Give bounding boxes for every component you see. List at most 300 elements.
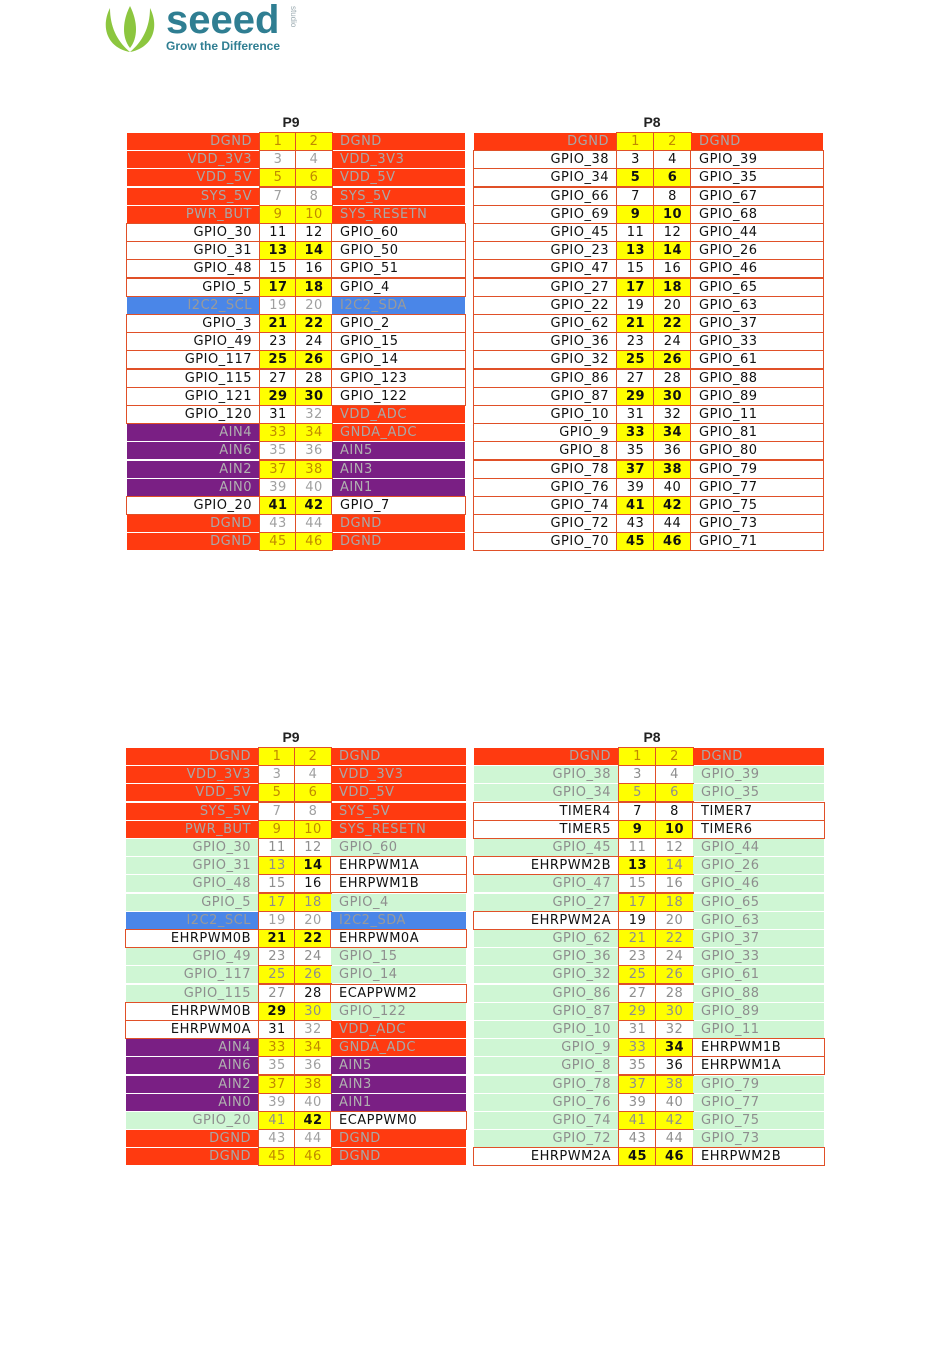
pin-number-right: 10 (656, 821, 693, 838)
pin-number-left: 23 (619, 948, 656, 965)
pin-row (127, 461, 465, 478)
pin-label-right: AIN5 (332, 442, 465, 459)
pin-number-right: 18 (654, 279, 691, 296)
pin-number-left: 37 (617, 461, 654, 478)
pin-number-right: 34 (656, 1039, 693, 1056)
pin-label-left: DGND (474, 133, 617, 150)
pin-label-left: GPIO_34 (474, 784, 619, 801)
pin-number-left: 39 (260, 479, 296, 496)
pin-number-right: 8 (296, 188, 332, 205)
pin-label-right: DGND (331, 1130, 466, 1147)
pin-label-left: GPIO_10 (474, 1021, 619, 1038)
pin-row (474, 857, 824, 874)
pin-label-right: GPIO_35 (693, 784, 824, 801)
pin-number-right: 10 (295, 821, 331, 838)
pin-label-right: GPIO_89 (693, 1003, 824, 1020)
pin-label-left: SYS_5V (127, 188, 260, 205)
pin-label-left: SYS_5V (126, 803, 259, 820)
pin-label-right: TIMER7 (693, 803, 824, 820)
pin-number-left: 31 (619, 1021, 656, 1038)
pin-number-left: 17 (617, 279, 654, 296)
pin-row (126, 1021, 466, 1038)
pin-label-left: TIMER5 (474, 821, 619, 838)
pin-label-right: GPIO_73 (693, 1130, 824, 1147)
pin-number-left: 9 (259, 821, 295, 838)
pin-label-right: GPIO_60 (331, 839, 466, 856)
pin-number-right: 12 (654, 224, 691, 241)
pin-row (126, 1094, 466, 1111)
pin-number-left: 15 (619, 875, 656, 892)
pin-number-right: 16 (654, 260, 691, 277)
pin-row (474, 803, 824, 820)
pin-label-left: PWR_BUT (126, 821, 259, 838)
pin-number-right: 6 (295, 784, 331, 801)
pin-number-left: 17 (260, 279, 296, 296)
pin-number-left: 43 (619, 1130, 656, 1147)
pin-number-left: 21 (259, 930, 295, 947)
pin-label-right: EHRPWM1B (331, 875, 466, 892)
pin-label-right: I2C2_SDA (332, 297, 465, 314)
pin-label-left: GPIO_45 (474, 839, 619, 856)
pin-label-right: AIN1 (332, 479, 465, 496)
pin-row (126, 985, 466, 1002)
pin-label-right: VDD_5V (331, 784, 466, 801)
pin-label-left: GPIO_20 (127, 497, 260, 514)
pin-label-left: GPIO_48 (126, 875, 259, 892)
pin-row (474, 242, 823, 259)
pin-label-right: GPIO_46 (693, 875, 824, 892)
pin-number-right: 8 (654, 188, 691, 205)
pin-row (474, 206, 823, 223)
pin-number-left: 35 (619, 1057, 656, 1074)
pin-number-right: 34 (296, 424, 332, 441)
pin-label-left: GPIO_47 (474, 875, 619, 892)
pin-label-left: GPIO_87 (474, 1003, 619, 1020)
pin-number-right: 16 (295, 875, 331, 892)
pin-label-left: AIN6 (126, 1057, 259, 1074)
pin-row (474, 461, 823, 478)
pin-row (127, 315, 465, 332)
pin-row (126, 803, 466, 820)
pin-label-left: DGND (127, 515, 260, 532)
pin-label-left: GPIO_36 (474, 948, 619, 965)
pin-label-right: GPIO_77 (693, 1094, 824, 1111)
pin-label-left: GPIO_86 (474, 370, 617, 387)
pin-number-left: 21 (617, 315, 654, 332)
pin-number-right: 22 (654, 315, 691, 332)
pin-label-left: AIN2 (127, 461, 260, 478)
pin-label-left: GPIO_70 (474, 533, 617, 550)
pin-label-left: GPIO_27 (474, 279, 617, 296)
pin-label-left: DGND (126, 1148, 259, 1165)
pin-label-left: GPIO_31 (126, 857, 259, 874)
pin-label-right: GPIO_79 (691, 461, 823, 478)
pin-label-right: GPIO_61 (693, 966, 824, 983)
pin-label-right: GPIO_11 (691, 406, 823, 423)
pin-label-right: VDD_ADC (332, 406, 465, 423)
pin-label-left: GPIO_86 (474, 985, 619, 1002)
pin-row (474, 497, 823, 514)
pin-number-right: 4 (296, 151, 332, 168)
pin-row (126, 821, 466, 838)
pin-row (127, 188, 465, 205)
pin-label-right: GPIO_2 (332, 315, 465, 332)
pin-label-right: GPIO_65 (693, 894, 824, 911)
pin-label-right: DGND (331, 1148, 466, 1165)
pin-label-right: GPIO_26 (691, 242, 823, 259)
pin-label-right: ECAPPWM0 (331, 1112, 466, 1129)
pin-row (474, 515, 823, 532)
pin-label-left: GPIO_117 (126, 966, 259, 983)
pin-label-right: EHRPWM1B (693, 1039, 824, 1056)
pin-number-left: 33 (260, 424, 296, 441)
pin-label-left: GPIO_117 (127, 351, 260, 368)
pin-row (474, 766, 824, 783)
pin-number-left: 5 (617, 169, 654, 186)
pin-row (127, 351, 465, 368)
pin-number-right: 2 (295, 748, 331, 765)
pin-label-left: VDD_5V (126, 784, 259, 801)
pin-number-right: 30 (296, 388, 332, 405)
pin-label-right: GPIO_123 (332, 370, 465, 387)
pin-number-left: 25 (260, 351, 296, 368)
pin-row (474, 894, 824, 911)
pin-label-left: GPIO_49 (127, 333, 260, 350)
pin-label-left: AIN4 (126, 1039, 259, 1056)
pin-label-right: GPIO_122 (332, 388, 465, 405)
pin-number-right: 20 (654, 297, 691, 314)
pin-number-right: 6 (296, 169, 332, 186)
pin-label-left: GPIO_36 (474, 333, 617, 350)
pin-number-right: 42 (654, 497, 691, 514)
pin-number-right: 4 (654, 151, 691, 168)
pin-number-right: 10 (654, 206, 691, 223)
pin-number-right: 40 (656, 1094, 693, 1111)
pin-label-right: GPIO_80 (691, 442, 823, 459)
pin-number-left: 21 (260, 315, 296, 332)
pin-label-right: VDD_ADC (331, 1021, 466, 1038)
pin-number-left: 37 (259, 1076, 295, 1093)
pin-label-right: GPIO_61 (691, 351, 823, 368)
pin-number-left: 27 (617, 370, 654, 387)
pin-label-left: GPIO_62 (474, 315, 617, 332)
pin-label-left: AIN6 (127, 442, 260, 459)
pin-label-left: GPIO_32 (474, 351, 617, 368)
pin-row (127, 151, 465, 168)
pin-row (474, 260, 823, 277)
pin-number-left: 7 (617, 188, 654, 205)
pin-label-right: GPIO_14 (332, 351, 465, 368)
pin-label-left: AIN2 (126, 1076, 259, 1093)
pin-label-right: GPIO_71 (691, 533, 823, 550)
pin-row (126, 1076, 466, 1093)
pin-row (474, 1112, 824, 1129)
pin-label-right: GPIO_7 (332, 497, 465, 514)
pin-number-left: 11 (260, 224, 296, 241)
pin-number-left: 1 (619, 748, 656, 765)
pin-label-right: GPIO_37 (691, 315, 823, 332)
pin-label-left: GPIO_5 (127, 279, 260, 296)
pin-row (474, 297, 823, 314)
pin-number-left: 11 (619, 839, 656, 856)
pin-number-right: 6 (656, 784, 693, 801)
pin-number-right: 8 (295, 803, 331, 820)
pin-label-right: GPIO_46 (691, 260, 823, 277)
pin-number-right: 2 (296, 133, 332, 150)
pin-number-left: 33 (617, 424, 654, 441)
pin-label-left: I2C2_SCL (126, 912, 259, 929)
pin-number-left: 43 (260, 515, 296, 532)
pin-label-left: DGND (474, 748, 619, 765)
pin-number-right: 46 (295, 1148, 331, 1165)
pin-row (126, 1148, 466, 1165)
pin-label-right: I2C2_SDA (331, 912, 466, 929)
pin-label-left: GPIO_78 (474, 1076, 619, 1093)
pin-number-left: 5 (260, 169, 296, 186)
pin-number-left: 13 (617, 242, 654, 259)
pin-label-right: GPIO_79 (693, 1076, 824, 1093)
pin-number-left: 29 (619, 1003, 656, 1020)
pin-label-left: GPIO_32 (474, 966, 619, 983)
pin-row (474, 1003, 824, 1020)
pin-number-left: 7 (259, 803, 295, 820)
pin-label-right: EHRPWM0A (331, 930, 466, 947)
pin-label-left: DGND (126, 748, 259, 765)
pin-label-left: AIN0 (126, 1094, 259, 1111)
pin-row (474, 406, 823, 423)
pin-label-right: EHRPWM1A (693, 1057, 824, 1074)
pin-label-left: GPIO_10 (474, 406, 617, 423)
pin-label-right: AIN1 (331, 1094, 466, 1111)
pin-label-right: EHRPWM2B (693, 1148, 824, 1165)
pin-label-left: GPIO_49 (126, 948, 259, 965)
pin-label-left: GPIO_38 (474, 766, 619, 783)
pin-label-right: DGND (331, 748, 466, 765)
pin-number-right: 40 (295, 1094, 331, 1111)
pin-number-left: 43 (259, 1130, 295, 1147)
pin-row (127, 479, 465, 496)
pin-row (474, 1057, 824, 1074)
pin-number-left: 25 (619, 966, 656, 983)
pin-label-right: SYS_5V (331, 803, 466, 820)
pin-number-left: 33 (259, 1039, 295, 1056)
pin-number-right: 26 (654, 351, 691, 368)
pin-number-right: 44 (296, 515, 332, 532)
pin-row (474, 821, 824, 838)
pin-number-right: 12 (295, 839, 331, 856)
pin-number-left: 1 (260, 133, 296, 150)
pin-label-left: DGND (127, 133, 260, 150)
pin-number-left: 35 (260, 442, 296, 459)
logo-wordmark: seeed (166, 0, 280, 42)
pin-number-left: 15 (617, 260, 654, 277)
pin-row (127, 406, 465, 423)
pin-label-left: GPIO_34 (474, 169, 617, 186)
pin-number-right: 16 (296, 260, 332, 277)
pin-number-left: 7 (619, 803, 656, 820)
pin-label-left: GPIO_27 (474, 894, 619, 911)
pin-label-right: GPIO_63 (691, 297, 823, 314)
pin-number-left: 39 (619, 1094, 656, 1111)
pin-row (127, 388, 465, 405)
pin-label-right: GPIO_50 (332, 242, 465, 259)
table-title-p8-top: P8 (643, 114, 661, 130)
pin-number-right: 28 (654, 370, 691, 387)
pin-number-right: 14 (295, 857, 331, 874)
pin-row (127, 333, 465, 350)
pin-number-right: 38 (295, 1076, 331, 1093)
pin-row (127, 242, 465, 259)
p8-pin-table-bottom (474, 748, 824, 1167)
pin-row (126, 1039, 466, 1056)
pin-label-right: GPIO_44 (691, 224, 823, 241)
pin-number-right: 4 (295, 766, 331, 783)
pin-row (126, 766, 466, 783)
pin-row (126, 894, 466, 911)
pin-label-left: EHRPWM2B (474, 857, 619, 874)
pin-row (126, 1057, 466, 1074)
pin-row (127, 169, 465, 186)
pin-number-left: 3 (259, 766, 295, 783)
pin-number-right: 16 (656, 875, 693, 892)
pin-row (474, 533, 823, 550)
pin-row (474, 169, 823, 186)
pin-label-right: GPIO_15 (331, 948, 466, 965)
p8-pin-table-top (474, 133, 823, 552)
pin-label-right: VDD_3V3 (331, 766, 466, 783)
pin-number-left: 29 (260, 388, 296, 405)
p9-pin-table-bottom (126, 748, 466, 1167)
pin-row (474, 748, 824, 765)
pin-row (474, 930, 824, 947)
pin-number-left: 41 (617, 497, 654, 514)
pin-row (474, 912, 824, 929)
pin-label-right: TIMER6 (693, 821, 824, 838)
pin-label-left: DGND (127, 533, 260, 550)
pin-number-right: 20 (296, 297, 332, 314)
pin-number-right: 12 (656, 839, 693, 856)
pin-label-left: GPIO_8 (474, 442, 617, 459)
pin-number-left: 13 (259, 857, 295, 874)
pin-label-right: GPIO_51 (332, 260, 465, 277)
pin-number-right: 34 (654, 424, 691, 441)
pin-label-left: GPIO_87 (474, 388, 617, 405)
pin-number-right: 40 (296, 479, 332, 496)
pin-label-right: AIN3 (331, 1076, 466, 1093)
pin-label-right: GPIO_67 (691, 188, 823, 205)
pin-number-left: 31 (617, 406, 654, 423)
pin-number-right: 2 (654, 133, 691, 150)
pin-number-right: 42 (295, 1112, 331, 1129)
pin-label-right: ECAPPWM2 (331, 985, 466, 1002)
pin-label-left: GPIO_72 (474, 515, 617, 532)
pin-number-left: 45 (260, 533, 296, 550)
pin-number-left: 45 (617, 533, 654, 550)
pin-label-right: GPIO_88 (691, 370, 823, 387)
pin-number-right: 6 (654, 169, 691, 186)
pin-number-right: 26 (296, 351, 332, 368)
pin-row (474, 985, 824, 1002)
pin-number-right: 36 (295, 1057, 331, 1074)
pin-label-left: GPIO_3 (127, 315, 260, 332)
pin-label-right: DGND (691, 133, 823, 150)
pin-row (474, 315, 823, 332)
pin-number-left: 29 (617, 388, 654, 405)
pin-label-right: DGND (332, 515, 465, 532)
pin-row (474, 224, 823, 241)
p9-pin-table-top (127, 133, 465, 552)
pin-label-right: VDD_3V3 (332, 151, 465, 168)
pin-label-right: GPIO_73 (691, 515, 823, 532)
pin-row (474, 784, 824, 801)
pin-number-left: 19 (259, 912, 295, 929)
pin-label-right: GPIO_44 (693, 839, 824, 856)
pin-label-right: VDD_5V (332, 169, 465, 186)
pin-row (126, 912, 466, 929)
pin-row (127, 533, 465, 550)
pin-label-right: GPIO_65 (691, 279, 823, 296)
pin-number-left: 13 (260, 242, 296, 259)
pin-label-left: AIN4 (127, 424, 260, 441)
pin-label-left: GPIO_45 (474, 224, 617, 241)
pin-number-right: 34 (295, 1039, 331, 1056)
pin-row (127, 224, 465, 241)
pin-number-left: 45 (619, 1148, 656, 1165)
pin-number-left: 41 (619, 1112, 656, 1129)
pin-label-left: TIMER4 (474, 803, 619, 820)
pin-number-left: 29 (259, 1003, 295, 1020)
pin-number-right: 28 (656, 985, 693, 1002)
pin-number-left: 23 (260, 333, 296, 350)
pin-number-left: 1 (259, 748, 295, 765)
pin-row (474, 1148, 824, 1165)
pin-row (474, 1076, 824, 1093)
pin-label-left: GPIO_115 (127, 370, 260, 387)
pin-label-left: GPIO_76 (474, 1094, 619, 1111)
table-title-p9-top: P9 (282, 114, 300, 130)
pin-label-left: EHRPWM2A (474, 912, 619, 929)
pin-label-left: GPIO_121 (127, 388, 260, 405)
pin-number-right: 14 (654, 242, 691, 259)
pin-number-right: 46 (654, 533, 691, 550)
pin-row (474, 442, 823, 459)
pin-number-left: 17 (259, 894, 295, 911)
pin-label-left: GPIO_30 (126, 839, 259, 856)
pin-row (474, 370, 823, 387)
pin-number-left: 5 (259, 784, 295, 801)
pin-label-left: GPIO_38 (474, 151, 617, 168)
pin-label-right: SYS_5V (332, 188, 465, 205)
pin-number-right: 24 (656, 948, 693, 965)
pin-label-right: GNDA_ADC (332, 424, 465, 441)
pin-label-right: GPIO_26 (693, 857, 824, 874)
pin-number-left: 43 (617, 515, 654, 532)
pin-number-right: 32 (656, 1021, 693, 1038)
pin-label-right: GNDA_ADC (331, 1039, 466, 1056)
pin-number-right: 22 (656, 930, 693, 947)
pin-label-left: GPIO_69 (474, 206, 617, 223)
pin-label-right: GPIO_75 (691, 497, 823, 514)
pin-number-left: 27 (259, 985, 295, 1002)
pin-label-right: GPIO_77 (691, 479, 823, 496)
pin-number-right: 24 (654, 333, 691, 350)
pin-label-left: EHRPWM0B (126, 1003, 259, 1020)
pin-row (474, 388, 823, 405)
pin-row (126, 966, 466, 983)
pin-row (474, 1021, 824, 1038)
pin-label-left: GPIO_47 (474, 260, 617, 277)
pin-number-left: 3 (617, 151, 654, 168)
